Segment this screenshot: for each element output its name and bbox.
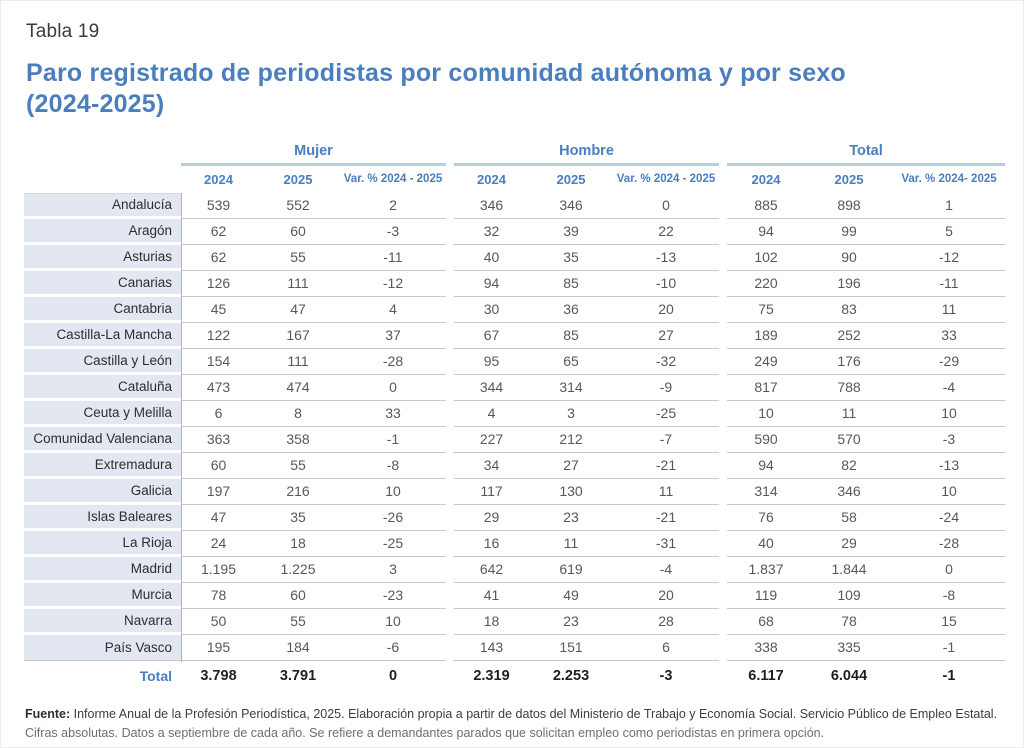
value-cell: 11 xyxy=(893,297,1005,323)
group-header-total: Total xyxy=(727,138,1005,166)
value-cell: 29 xyxy=(454,505,529,531)
value-cell: 10 xyxy=(893,401,1005,427)
value-cell: 6 xyxy=(613,635,719,661)
value-cell: 35 xyxy=(256,505,340,531)
value-cell: -10 xyxy=(613,271,719,297)
value-cell: 11 xyxy=(613,479,719,505)
note-line: Cifras absolutas. Datos a septiembre de cada año. Se refiere a demandantes parados que solicitan empleo como periodistas en primera opción. xyxy=(25,726,825,741)
total-value-cell: 3.791 xyxy=(279,667,317,684)
value-cell: 33 xyxy=(340,401,446,427)
value-cell: 55 xyxy=(256,245,340,271)
value-cell: 16 xyxy=(454,531,529,557)
value-cell: 68 xyxy=(727,609,805,635)
table-row xyxy=(24,297,1005,323)
column-gap xyxy=(446,245,454,271)
table-row xyxy=(24,531,1005,557)
region-label: País Vasco xyxy=(24,635,181,661)
value-cell: 335 xyxy=(805,635,893,661)
total-value-cell: -1 xyxy=(942,667,956,684)
value-cell: -3 xyxy=(340,219,446,245)
total-value-cell: -3 xyxy=(659,667,673,684)
table-row xyxy=(24,557,1005,583)
value-cell: 590 xyxy=(727,427,805,453)
column-gap xyxy=(719,401,727,427)
column-header: Var. % 2024 - 2025 xyxy=(343,173,443,185)
label-column-divider xyxy=(181,193,182,662)
value-cell: -11 xyxy=(340,245,446,271)
column-gap xyxy=(719,609,727,635)
value-cell: -4 xyxy=(613,557,719,583)
value-cell: 27 xyxy=(529,453,613,479)
value-cell: 60 xyxy=(181,453,256,479)
column-gap xyxy=(719,323,727,349)
value-cell: 30 xyxy=(454,297,529,323)
column-header: 2024 xyxy=(477,171,506,187)
column-gap xyxy=(446,349,454,375)
value-cell: 1.195 xyxy=(181,557,256,583)
total-value-cell: 2.319 xyxy=(473,667,510,684)
region-label: Extremadura xyxy=(24,453,181,479)
value-cell: 28 xyxy=(613,609,719,635)
column-header: Var. % 2024 - 2025 xyxy=(616,173,716,185)
column-gap xyxy=(446,401,454,427)
value-cell: 94 xyxy=(727,453,805,479)
table-row xyxy=(24,401,1005,427)
column-gap xyxy=(446,219,454,245)
value-cell: 1.844 xyxy=(805,557,893,583)
value-cell: 109 xyxy=(805,583,893,609)
column-gap xyxy=(719,271,727,297)
table-row xyxy=(24,323,1005,349)
value-cell: 358 xyxy=(256,427,340,453)
region-label: Canarias xyxy=(24,271,181,297)
value-cell: 167 xyxy=(256,323,340,349)
value-cell: 619 xyxy=(529,557,613,583)
value-cell: 539 xyxy=(181,193,256,219)
value-cell: 45 xyxy=(181,297,256,323)
value-cell: 117 xyxy=(454,479,529,505)
total-value-cell: 3.798 xyxy=(200,667,237,684)
column-gap xyxy=(719,661,727,691)
value-cell: 474 xyxy=(256,375,340,401)
table-row xyxy=(24,193,1005,219)
value-cell: 885 xyxy=(727,193,805,219)
total-label: Total xyxy=(139,667,172,684)
column-header: Var. % 2024- 2025 xyxy=(901,173,997,185)
value-cell: 15 xyxy=(893,609,1005,635)
region-label: Galicia xyxy=(24,479,181,505)
value-cell: -8 xyxy=(340,453,446,479)
value-cell: 3 xyxy=(340,557,446,583)
value-cell: 32 xyxy=(454,219,529,245)
value-cell: 35 xyxy=(529,245,613,271)
value-cell: 36 xyxy=(529,297,613,323)
source-label: Fuente: xyxy=(25,706,71,721)
table-row xyxy=(24,505,1005,531)
value-cell: 314 xyxy=(727,479,805,505)
column-gap xyxy=(719,193,727,219)
group-header-mujer: Mujer xyxy=(181,138,446,166)
value-cell: -12 xyxy=(893,245,1005,271)
table-corner xyxy=(24,166,181,193)
value-cell: 27 xyxy=(613,323,719,349)
value-cell: 111 xyxy=(256,349,340,375)
value-cell: -11 xyxy=(893,271,1005,297)
value-cell: 2 xyxy=(340,193,446,219)
value-cell: -1 xyxy=(893,635,1005,661)
column-gap xyxy=(446,609,454,635)
value-cell: 0 xyxy=(613,193,719,219)
value-cell: 37 xyxy=(340,323,446,349)
column-gap xyxy=(446,505,454,531)
value-cell: -13 xyxy=(613,245,719,271)
value-cell: -23 xyxy=(340,583,446,609)
value-cell: -24 xyxy=(893,505,1005,531)
value-cell: 40 xyxy=(727,531,805,557)
value-cell: 41 xyxy=(454,583,529,609)
table-row xyxy=(24,635,1005,661)
value-cell: 196 xyxy=(805,271,893,297)
column-gap xyxy=(446,479,454,505)
column-gap xyxy=(446,193,454,219)
value-cell: 227 xyxy=(454,427,529,453)
value-cell: 346 xyxy=(529,193,613,219)
value-cell: 4 xyxy=(340,297,446,323)
value-cell: 5 xyxy=(893,219,1005,245)
column-header: 2025 xyxy=(556,171,586,187)
value-cell: 220 xyxy=(727,271,805,297)
value-cell: 102 xyxy=(727,245,805,271)
value-cell: 99 xyxy=(805,219,893,245)
value-cell: -12 xyxy=(340,271,446,297)
value-cell: -28 xyxy=(893,531,1005,557)
value-cell: -28 xyxy=(340,349,446,375)
column-gap xyxy=(719,375,727,401)
value-cell: 346 xyxy=(454,193,529,219)
value-cell: -7 xyxy=(613,427,719,453)
value-cell: 62 xyxy=(181,219,256,245)
value-cell: 8 xyxy=(256,401,340,427)
region-label: Cataluña xyxy=(24,375,181,401)
total-value-cell: 0 xyxy=(388,667,398,684)
source-line xyxy=(25,705,1003,724)
table-number-label: Tabla 19 xyxy=(26,21,100,42)
value-cell: -1 xyxy=(340,427,446,453)
page-title-line2: (2024-2025) xyxy=(26,90,165,119)
column-gap xyxy=(446,427,454,453)
column-gap xyxy=(446,166,454,193)
value-cell: 111 xyxy=(256,271,340,297)
column-gap xyxy=(446,375,454,401)
value-cell: 47 xyxy=(181,505,256,531)
source-text: Informe Anual de la Profesión Periodística, 2025. Elaboración propia a partir de datos del Ministerio de Trabajo y Economía Social. Servicio Público de Empleo Estatal. xyxy=(70,706,998,721)
value-cell: 151 xyxy=(529,635,613,661)
column-gap xyxy=(719,297,727,323)
value-cell: 94 xyxy=(727,219,805,245)
region-label: Ceuta y Melilla xyxy=(24,401,181,427)
column-gap xyxy=(446,271,454,297)
value-cell: 473 xyxy=(181,375,256,401)
table-row xyxy=(24,479,1005,505)
value-cell: 197 xyxy=(181,479,256,505)
value-cell: 22 xyxy=(613,219,719,245)
region-label: Castilla-La Mancha xyxy=(24,323,181,349)
value-cell: 78 xyxy=(181,583,256,609)
value-cell: 20 xyxy=(613,583,719,609)
value-cell: 338 xyxy=(727,635,805,661)
value-cell: 20 xyxy=(613,297,719,323)
value-cell: 1.837 xyxy=(727,557,805,583)
value-cell: 65 xyxy=(529,349,613,375)
region-label: Madrid xyxy=(24,557,181,583)
region-label: Navarra xyxy=(24,609,181,635)
total-value-cell: 2.253 xyxy=(552,667,590,684)
column-header: 2024 xyxy=(204,171,233,187)
table-row xyxy=(24,583,1005,609)
column-gap xyxy=(719,635,727,661)
value-cell: 314 xyxy=(529,375,613,401)
table-corner xyxy=(24,138,181,166)
table-row xyxy=(24,219,1005,245)
region-label: Andalucía xyxy=(24,193,181,219)
value-cell: 184 xyxy=(256,635,340,661)
value-cell: -32 xyxy=(613,349,719,375)
value-cell: 76 xyxy=(727,505,805,531)
value-cell: -26 xyxy=(340,505,446,531)
page-title-line1: Paro registrado de periodistas por comunidad autónoma y por sexo xyxy=(26,59,846,87)
table-footnote xyxy=(25,705,1003,744)
value-cell: 216 xyxy=(256,479,340,505)
table-row xyxy=(24,427,1005,453)
column-gap xyxy=(446,453,454,479)
value-cell: 83 xyxy=(805,297,893,323)
region-label: Murcia xyxy=(24,583,181,609)
value-cell: 788 xyxy=(805,375,893,401)
value-cell: 78 xyxy=(805,609,893,635)
region-label: Castilla y León xyxy=(24,349,181,375)
value-cell: 67 xyxy=(454,323,529,349)
region-label: Asturias xyxy=(24,245,181,271)
region-label: Cantabria xyxy=(24,297,181,323)
total-value-cell: 6.044 xyxy=(830,667,868,684)
column-gap xyxy=(446,297,454,323)
column-gap xyxy=(719,349,727,375)
value-cell: 143 xyxy=(454,635,529,661)
value-cell: 50 xyxy=(181,609,256,635)
column-gap xyxy=(446,323,454,349)
table-row xyxy=(24,271,1005,297)
value-cell: 62 xyxy=(181,245,256,271)
value-cell: -3 xyxy=(893,427,1005,453)
value-cell: 249 xyxy=(727,349,805,375)
value-cell: 55 xyxy=(256,609,340,635)
column-gap xyxy=(719,138,727,166)
column-gap xyxy=(446,635,454,661)
value-cell: 552 xyxy=(256,193,340,219)
value-cell: -21 xyxy=(613,505,719,531)
value-cell: 58 xyxy=(805,505,893,531)
column-gap xyxy=(446,531,454,557)
table-row xyxy=(24,609,1005,635)
column-gap xyxy=(719,557,727,583)
page-title xyxy=(26,58,1003,121)
value-cell: 33 xyxy=(893,323,1005,349)
value-cell: 39 xyxy=(529,219,613,245)
value-cell: 55 xyxy=(256,453,340,479)
table-row xyxy=(24,453,1005,479)
value-cell: -13 xyxy=(893,453,1005,479)
value-cell: 60 xyxy=(256,219,340,245)
region-label: Comunidad Valenciana xyxy=(24,427,181,453)
region-label: Aragón xyxy=(24,219,181,245)
column-gap xyxy=(446,583,454,609)
column-gap xyxy=(719,166,727,193)
value-cell: 47 xyxy=(256,297,340,323)
value-cell: 176 xyxy=(805,349,893,375)
value-cell: 570 xyxy=(805,427,893,453)
value-cell: -31 xyxy=(613,531,719,557)
value-cell: 0 xyxy=(893,557,1005,583)
column-gap xyxy=(719,245,727,271)
value-cell: 11 xyxy=(805,401,893,427)
group-header-hombre: Hombre xyxy=(454,138,719,166)
value-cell: 82 xyxy=(805,453,893,479)
value-cell: 154 xyxy=(181,349,256,375)
value-cell: 10 xyxy=(893,479,1005,505)
region-label: Islas Baleares xyxy=(24,505,181,531)
column-gap xyxy=(446,557,454,583)
value-cell: 40 xyxy=(454,245,529,271)
value-cell: 24 xyxy=(181,531,256,557)
value-cell: 346 xyxy=(805,479,893,505)
column-header: 2024 xyxy=(751,171,781,187)
value-cell: 1 xyxy=(893,193,1005,219)
value-cell: 10 xyxy=(340,479,446,505)
value-cell: 252 xyxy=(805,323,893,349)
value-cell: 10 xyxy=(340,609,446,635)
column-header: 2025 xyxy=(834,171,864,187)
value-cell: 363 xyxy=(181,427,256,453)
column-gap xyxy=(446,661,454,691)
column-gap xyxy=(719,583,727,609)
table-row xyxy=(24,349,1005,375)
value-cell: 122 xyxy=(181,323,256,349)
value-cell: 119 xyxy=(727,583,805,609)
value-cell: 1.225 xyxy=(256,557,340,583)
value-cell: 6 xyxy=(181,401,256,427)
column-gap xyxy=(719,219,727,245)
value-cell: 3 xyxy=(529,401,613,427)
value-cell: 90 xyxy=(805,245,893,271)
value-cell: -29 xyxy=(893,349,1005,375)
value-cell: 898 xyxy=(805,193,893,219)
value-cell: 189 xyxy=(727,323,805,349)
unemployment-table xyxy=(24,138,1005,691)
value-cell: 18 xyxy=(454,609,529,635)
value-cell: 75 xyxy=(727,297,805,323)
value-cell: 34 xyxy=(454,453,529,479)
value-cell: 29 xyxy=(805,531,893,557)
table-row xyxy=(24,245,1005,271)
value-cell: 85 xyxy=(529,271,613,297)
column-gap xyxy=(719,453,727,479)
value-cell: 126 xyxy=(181,271,256,297)
value-cell: -4 xyxy=(893,375,1005,401)
value-cell: 4 xyxy=(454,401,529,427)
value-cell: 94 xyxy=(454,271,529,297)
value-cell: 344 xyxy=(454,375,529,401)
value-cell: -9 xyxy=(613,375,719,401)
value-cell: 23 xyxy=(529,609,613,635)
value-cell: -25 xyxy=(613,401,719,427)
value-cell: 130 xyxy=(529,479,613,505)
value-cell: 10 xyxy=(727,401,805,427)
value-cell: -21 xyxy=(613,453,719,479)
value-cell: 23 xyxy=(529,505,613,531)
value-cell: 642 xyxy=(454,557,529,583)
value-cell: 195 xyxy=(181,635,256,661)
column-gap xyxy=(719,531,727,557)
value-cell: -6 xyxy=(340,635,446,661)
data-table xyxy=(24,138,1005,691)
value-cell: 60 xyxy=(256,583,340,609)
value-cell: 817 xyxy=(727,375,805,401)
total-value-cell: 6.117 xyxy=(748,667,784,684)
value-cell: 0 xyxy=(340,375,446,401)
total-row xyxy=(24,661,1005,691)
value-cell: 95 xyxy=(454,349,529,375)
value-cell: 212 xyxy=(529,427,613,453)
value-cell: 18 xyxy=(256,531,340,557)
table-row xyxy=(24,375,1005,401)
column-gap xyxy=(719,479,727,505)
value-cell: 49 xyxy=(529,583,613,609)
column-gap xyxy=(446,138,454,166)
column-gap xyxy=(719,505,727,531)
column-gap xyxy=(719,427,727,453)
value-cell: 85 xyxy=(529,323,613,349)
region-label: La Rioja xyxy=(24,531,181,557)
column-header: 2025 xyxy=(283,171,313,187)
value-cell: -25 xyxy=(340,531,446,557)
value-cell: -8 xyxy=(893,583,1005,609)
value-cell: 11 xyxy=(529,531,613,557)
